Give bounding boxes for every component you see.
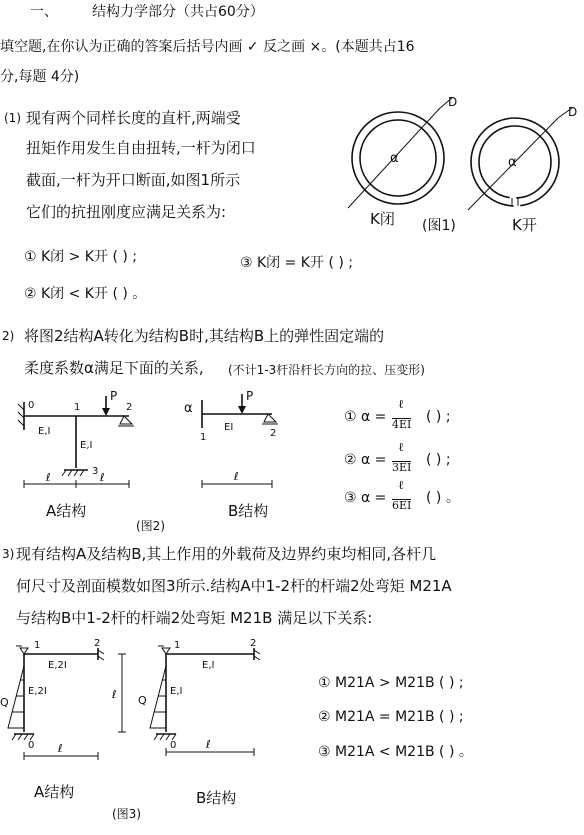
figure-3b-structure — [108, 640, 268, 800]
fig1-alpha-left: α — [390, 151, 399, 166]
fig2a-n3: 3 — [92, 466, 99, 477]
q2-option-3-post: ( ) 。 — [426, 490, 460, 506]
fig2-caption: (图2) — [136, 519, 165, 533]
intro-line-2: 分,每题 4分) — [0, 69, 80, 85]
q2-option-1-num: ℓ — [398, 397, 404, 411]
fig2a-l1: ℓ — [46, 471, 51, 484]
fig1-caption: (图1) — [422, 218, 456, 234]
q2-option-1-post: ( ) ; — [426, 409, 451, 425]
figure-2a-structure — [14, 390, 144, 500]
fig3-label-b: B结构 — [196, 789, 237, 807]
fig3-label-a: A结构 — [34, 783, 75, 801]
fig2a-l2: ℓ — [100, 471, 105, 484]
fig1-label-open: K开 — [512, 216, 537, 234]
fig3a-ei-left: E,2I — [28, 686, 47, 697]
fig2b-l: ℓ — [234, 470, 239, 483]
q1-option-1: ① K闭 > K开 ( ) ; — [24, 249, 137, 265]
figure-3a-structure — [0, 640, 120, 800]
fig2a-n1: 1 — [74, 402, 81, 413]
q3-number: 3) — [2, 547, 15, 561]
fig2b-n1: 1 — [200, 432, 207, 443]
q1-line-3: 截面,一杆为开口断面,如图1所示 — [26, 171, 241, 189]
section-title: 结构力学部分（共占60分） — [92, 4, 264, 20]
q3-option-3: ③ M21A < M21B ( ) 。 — [318, 744, 473, 760]
figure-2b-structure — [180, 390, 290, 500]
fig3b-l: ℓ — [206, 738, 211, 751]
q3-line-1: 现有结构A及结构B,其上作用的外载荷及边界约束均相同,各杆几 — [16, 545, 437, 563]
fig3-caption: (图3) — [112, 807, 141, 821]
fig2b-alpha: α — [184, 401, 193, 416]
fig2a-ei2: E,I — [80, 440, 93, 451]
q2-line-2: 柔度系数α满足下面的关系, — [24, 359, 204, 377]
fig1-d-label-right: D — [568, 105, 578, 119]
fig3b-q: Q — [138, 694, 147, 707]
fig2b-n2: 2 — [270, 428, 277, 439]
figure-1-sections — [340, 95, 580, 250]
fig3a-l: ℓ — [58, 742, 63, 755]
q3-option-2: ② M21A = M21B ( ) ; — [318, 709, 464, 725]
q2-option-1-den: 4EI — [392, 418, 412, 431]
fig2b-p: P — [246, 389, 254, 403]
fig3a-q: Q — [0, 696, 9, 709]
q2-option-1-pre: ① α = — [344, 409, 387, 425]
fig3b-ei-top: E,I — [202, 660, 215, 671]
fig3b-ei-left: E,I — [170, 686, 183, 697]
fig1-alpha-right: α — [508, 155, 517, 170]
q1-line-4: 它们的抗扭刚度应满足关系为: — [26, 203, 227, 221]
fig3b-n2: 2 — [250, 638, 257, 649]
fig2-label-a: A结构 — [46, 502, 87, 520]
fig3a-ei-top: E,2I — [48, 660, 67, 671]
q1-number: (1) — [4, 111, 21, 125]
fig2b-ei: EI — [224, 422, 234, 433]
q3-line-3: 与结构B中1-2杆的杆端2处弯矩 M21B 满足以下关系: — [16, 609, 373, 627]
intro-line-1: 填空题,在你认为正确的答案后括号内画 ✓ 反之画 ×。(本题共占16 — [0, 39, 415, 55]
q1-option-2: ② K闭 < K开 ( ) 。 — [24, 286, 147, 302]
fig3b-n0: 0 — [170, 740, 177, 751]
fig3a-n1: 1 — [34, 640, 41, 651]
q1-option-3: ③ K闭 = K开 ( ) ; — [240, 255, 353, 271]
q2-line-1: 将图2结构A转化为结构B时,其结构B上的弹性固定端的 — [24, 327, 385, 345]
fig3b-n1: 1 — [174, 640, 181, 651]
fig3-vl: ℓ — [112, 688, 117, 701]
q2-option-2-pre: ② α = — [344, 452, 387, 468]
q2-option-3-den: 6EI — [392, 499, 412, 512]
q3-option-1: ① M21A > M21B ( ) ; — [318, 675, 464, 691]
fig2a-p: P — [110, 389, 118, 403]
fig1-d-label-left: D — [448, 95, 458, 109]
q2-option-2-post: ( ) ; — [426, 452, 451, 468]
section-number: 一、 — [30, 4, 58, 20]
fig3a-n2: 2 — [94, 638, 101, 649]
q1-line-2: 扭矩作用发生自由扭转,一杆为闭口 — [26, 139, 256, 157]
q2-option-2-num: ℓ — [398, 440, 404, 454]
q2-number: 2) — [2, 329, 15, 343]
fig2a-n2: 2 — [126, 402, 133, 413]
fig2a-n0: 0 — [28, 400, 35, 411]
fig3a-n0: 0 — [28, 740, 35, 751]
fig2-label-b: B结构 — [228, 502, 269, 520]
q2-note: (不计1-3杆沿杆长方向的拉、压变形) — [228, 363, 425, 377]
fig2a-ei1: E,I — [38, 426, 51, 437]
q1-line-1: 现有两个同样长度的直杆,两端受 — [26, 109, 241, 127]
fig1-label-closed: K闭 — [370, 210, 395, 228]
q2-option-3-pre: ③ α = — [344, 490, 387, 506]
q3-line-2: 何尺寸及剖面模数如图3所示.结构A中1-2杆的杆端2处弯矩 M21A — [16, 577, 452, 595]
q2-option-3-num: ℓ — [398, 478, 404, 492]
q2-option-2-den: 3EI — [392, 461, 412, 474]
